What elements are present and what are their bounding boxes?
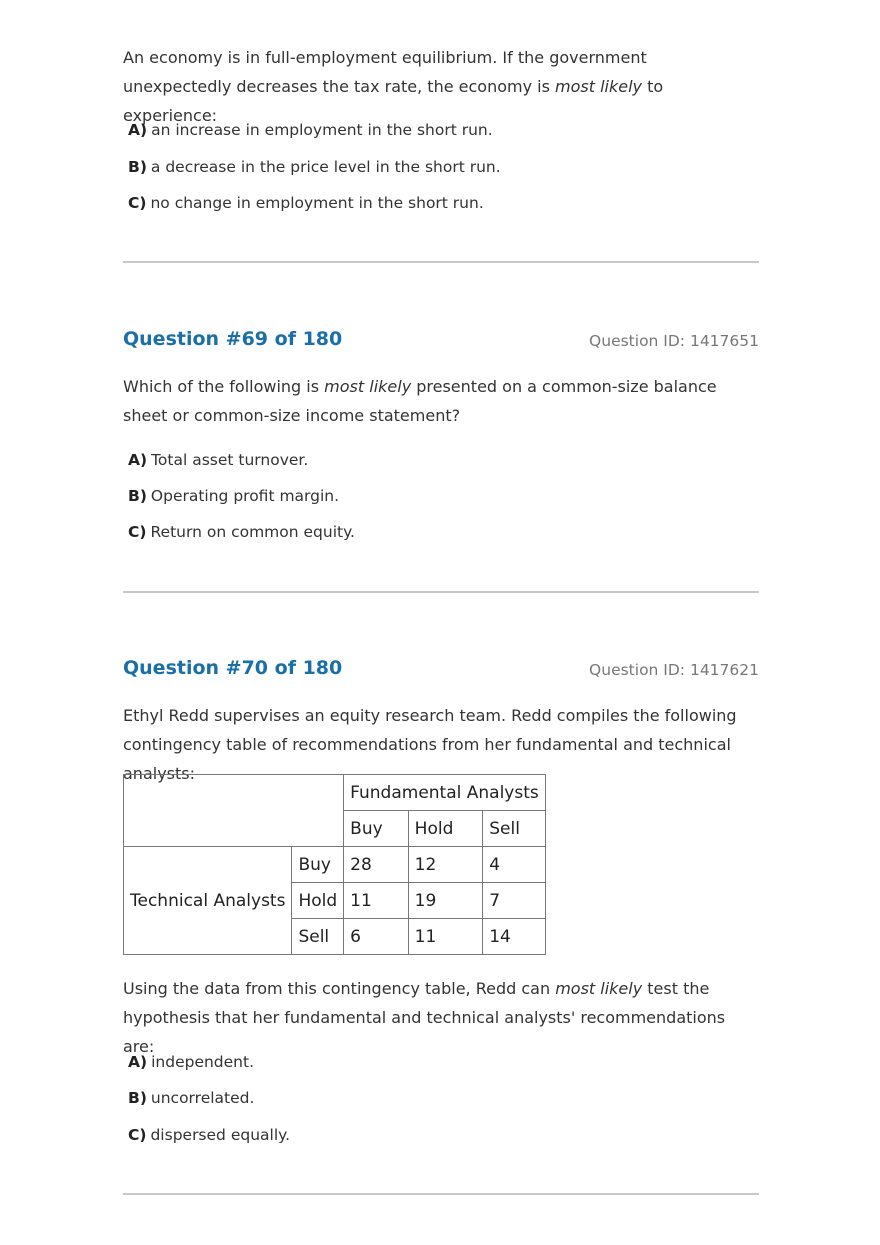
question-69-stem: Which of the following is most likely presented on a common-size balance sheet or common-size income statement? xyxy=(123,377,717,425)
question-70-header xyxy=(123,657,759,683)
row-header: Buy xyxy=(292,847,344,883)
column-group-header: Fundamental Analysts xyxy=(344,775,546,811)
question-divider xyxy=(123,261,759,263)
question-69-title: Question #69 of 180 xyxy=(123,328,343,350)
table-cell: 11 xyxy=(408,919,483,955)
question-69-option-a[interactable]: A) Total asset turnover. xyxy=(128,451,309,469)
table-corner-cell xyxy=(124,775,344,847)
row-group-header: Technical Analysts xyxy=(124,847,292,955)
question-69-option-b[interactable]: B) Operating profit margin. xyxy=(128,487,340,505)
table-cell: 12 xyxy=(408,847,483,883)
table-cell: 11 xyxy=(344,883,409,919)
table-cell: 28 xyxy=(344,847,409,883)
question-70-title: Question #70 of 180 xyxy=(123,657,343,679)
question-69-id: Question ID: 1417651 xyxy=(589,332,759,350)
row-header: Hold xyxy=(292,883,344,919)
question-70-option-a[interactable]: A) independent. xyxy=(128,1053,255,1071)
table-row xyxy=(124,847,546,883)
question-70-intro: Ethyl Redd supervises an equity research team. Redd compiles the following contingency table of recommendations from her fundamental and technical analysts: xyxy=(123,706,737,783)
table-cell: 19 xyxy=(408,883,483,919)
table-cell: 14 xyxy=(483,919,546,955)
question-69-header xyxy=(123,328,759,354)
question-divider xyxy=(123,591,759,593)
question-68-option-c[interactable]: C) no change in employment in the short run. xyxy=(128,194,484,212)
question-divider xyxy=(123,1193,759,1195)
table-cell: 4 xyxy=(483,847,546,883)
column-header: Sell xyxy=(483,811,546,847)
table-cell: 6 xyxy=(344,919,409,955)
table-cell: 7 xyxy=(483,883,546,919)
question-70-option-c[interactable]: C) dispersed equally. xyxy=(128,1126,291,1144)
question-69-option-c[interactable]: C) Return on common equity. xyxy=(128,523,355,541)
question-70-stem: Using the data from this contingency table, Redd can most likely test the hypothesis that her fundamental and technical analysts' recommendations are: xyxy=(123,979,726,1056)
column-header: Hold xyxy=(408,811,483,847)
table-row xyxy=(124,775,546,811)
question-68-option-a[interactable]: A) an increase in employment in the short run. xyxy=(128,121,493,139)
question-70-id: Question ID: 1417621 xyxy=(589,661,759,679)
question-68-stem: An economy is in full-employment equilibrium. If the government unexpectedly decreases the tax rate, the economy is most likely to experience: xyxy=(123,48,664,125)
question-68-option-b[interactable]: B) a decrease in the price level in the short run. xyxy=(128,158,501,176)
contingency-table xyxy=(123,774,546,955)
row-header: Sell xyxy=(292,919,344,955)
question-70-option-b[interactable]: B) uncorrelated. xyxy=(128,1089,255,1107)
column-header: Buy xyxy=(344,811,409,847)
